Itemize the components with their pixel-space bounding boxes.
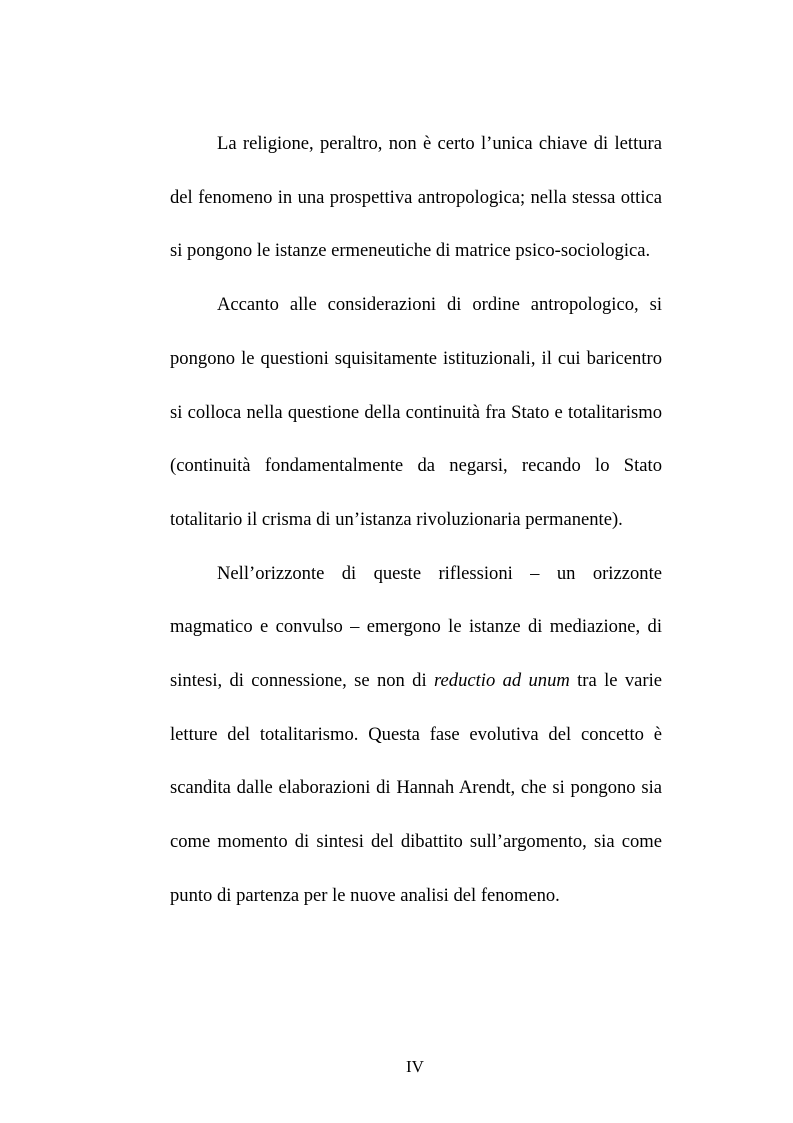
paragraph-3-line-3-before: sintesi, di connessione, se non di [170,670,427,691]
paragraph-3-line-1: Nell’orizzonte di queste riflessioni – un orizzonte [217,563,662,584]
paragraph-3-line-3-after: tra le varie [577,670,662,691]
paragraph-3-line-6: come momento di sintesi del dibattito sull’argomento, sia come [170,831,662,852]
page-number: IV [406,1057,424,1076]
paragraph-3-line-3 [170,670,662,692]
paragraph-2-line-2: pongono le questioni squisitamente istituzionali, il cui baricentro [170,348,662,369]
paragraph-3-line-5: scandita dalle elaborazioni di Hannah Arendt, che si pongono sia [170,777,662,798]
paragraph-3-line-7: punto di partenza per le nuove analisi del fenomeno. [170,885,560,906]
paragraph-1-line-2: del fenomeno in una prospettiva antropologica; nella stessa ottica [170,187,662,208]
paragraph-2-line-5: totalitario il crisma di un’istanza rivoluzionaria permanente). [170,509,623,530]
paragraph-3-line-2: magmatico e convulso – emergono le istanze di mediazione, di [170,616,662,637]
paragraph-1-line-3: si pongono le istanze ermeneutiche di matrice psico-sociologica. [170,240,651,261]
paragraph-2-line-3: si colloca nella questione della continuità fra Stato e totalitarismo [170,402,662,423]
latin-phrase: reductio ad unum [433,670,570,691]
paragraph-2-line-4: (continuità fondamentalmente da negarsi, recando lo Stato [170,455,662,476]
paragraph-3-line-4: letture del totalitarismo. Questa fase evolutiva del concetto è [170,724,662,745]
paragraph-2-line-1: Accanto alle considerazioni di ordine antropologico, si [217,294,662,315]
paragraph-1-line-1: La religione, peraltro, non è certo l’unica chiave di lettura [217,133,662,154]
